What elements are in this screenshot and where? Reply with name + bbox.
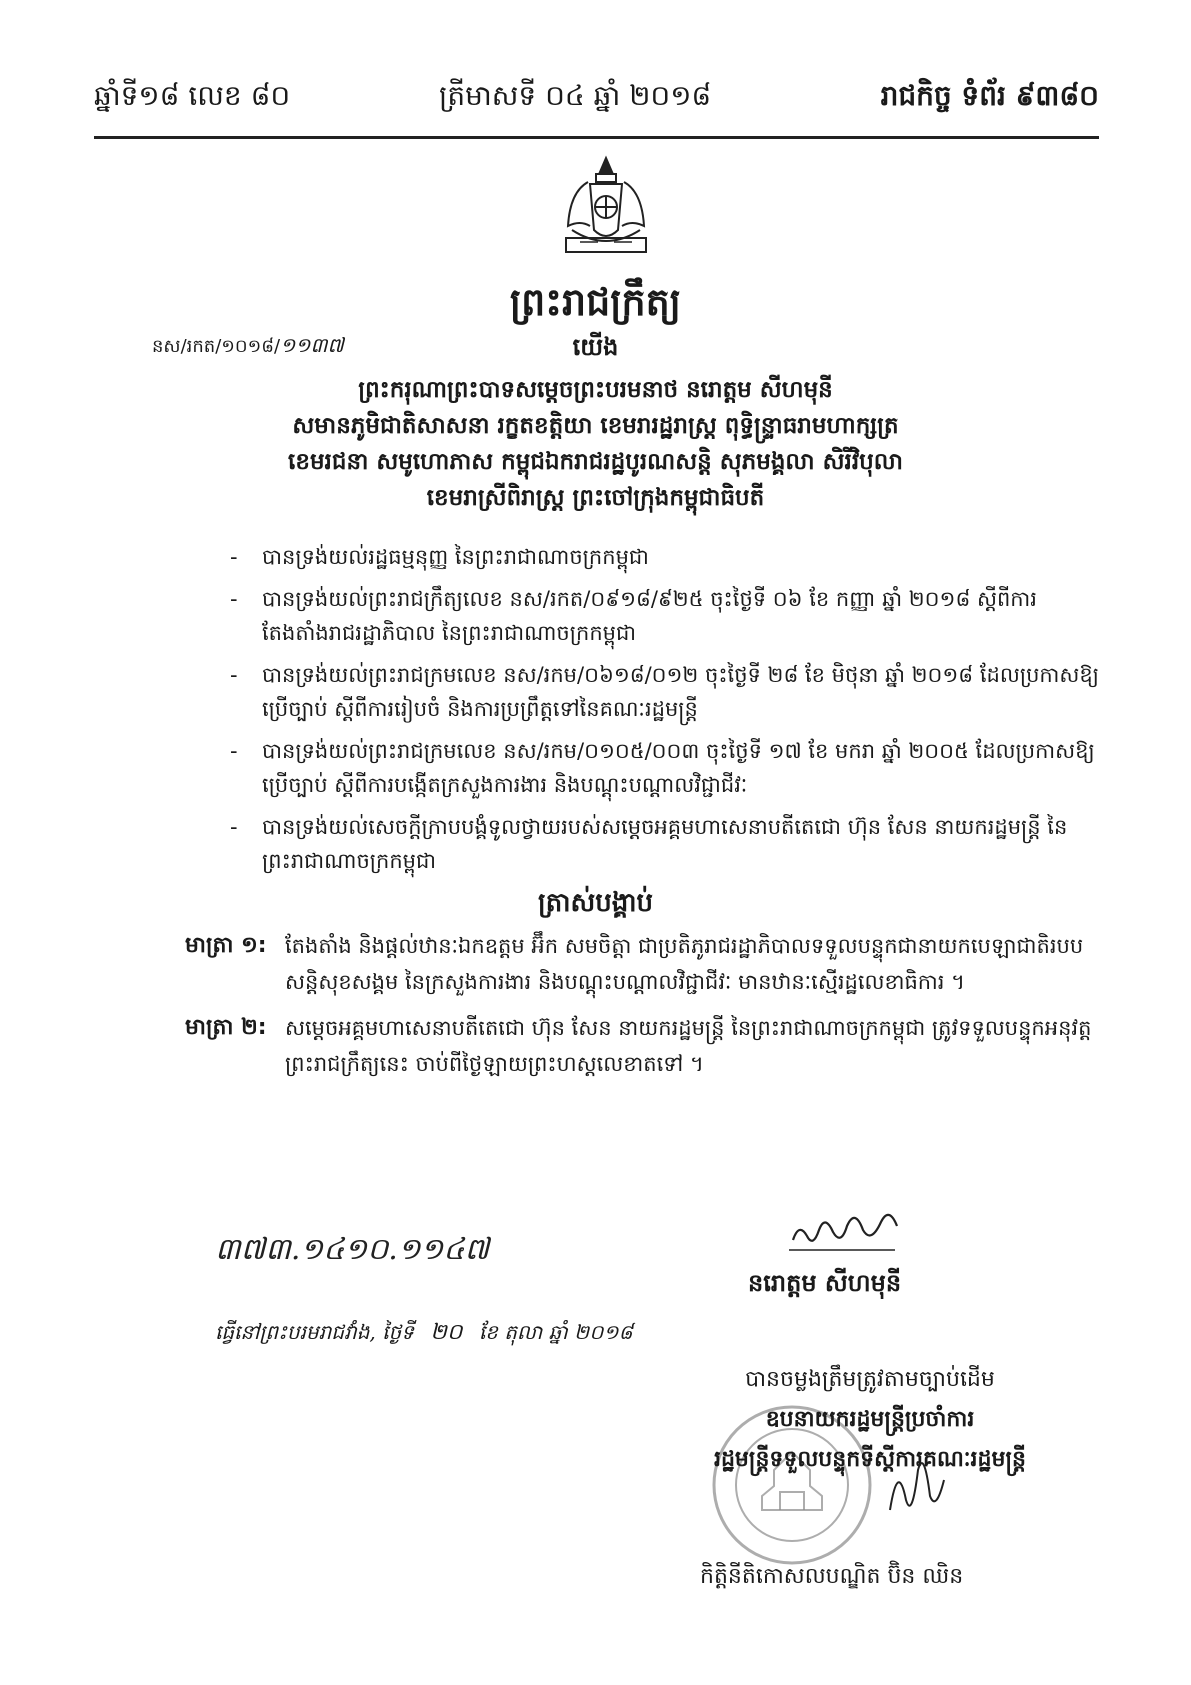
- gazette-header: [94, 78, 1099, 128]
- article-2: [185, 1010, 1100, 1082]
- certify-line: បានចម្លងត្រឹមត្រូវតាមច្បាប់ដើម: [745, 1367, 995, 1392]
- consideration-item: - បានទ្រង់យល់រដ្ឋធម្មនុញ្ញ នៃព្រះរាជាណាចក្រកម្ពុជា: [230, 545, 649, 569]
- certification-block: [640, 1360, 1100, 1480]
- official-name: កិត្តិនីតិកោសលបណ្ឌិត ប៊ិន ឈិន: [700, 1564, 964, 1589]
- consideration-text: បានទ្រង់យល់ព្រះរាជក្រមលេខ នស/រកម/០១០៥/០០៣ ចុះថ្ងៃទី ១៧ ខែ មករា ឆ្នាំ ២០០៥ ដែលប្រកាសឱ្យប្រើច្បាប់ ស្តីពីការបង្កើតក្រសួងការងារ និងបណ្តុះបណ្តាលវិជ្ជាជីវៈ: [262, 739, 1095, 797]
- decree-number-handwritten: ១១៣៧: [280, 333, 344, 357]
- handwritten-reference: ៣៧៣.១៤១០.១១៤៧: [215, 1232, 490, 1267]
- considerations-list: [230, 540, 1100, 886]
- place-date-prefix: ធ្វើនៅព្រះបរមរាជវាំង, ថ្ងៃទី: [215, 1320, 414, 1344]
- king-signature-icon: [785, 1196, 905, 1256]
- gazette-date: ត្រីមាសទី ០៤ ឆ្នាំ ២០១៨: [439, 79, 712, 112]
- king-title-line: ព្រះករុណាព្រះបាទសម្តេចព្រះបរមនាថ នរោត្តម សីហមុនី: [358, 377, 833, 403]
- king-title-line: ខេមរាស្រីពិរាស្ត្រ ព្រះចៅក្រុងកម្ពុជាធិបតី: [426, 485, 765, 511]
- decree-number-prefix: នស/រកត/១០១៨/: [152, 336, 281, 357]
- consideration-text: បានទ្រង់យល់សេចក្តីក្រាបបង្គំទូលថ្វាយរបស់សម្តេចអគ្គមហាសេនាបតីតេជោ ហ៊ុន សែន នាយករដ្ឋមន្ត្រី នៃព្រះរាជាណាចក្រកម្ពុជា: [262, 815, 1068, 873]
- article-label: មាត្រា ១:: [185, 933, 267, 958]
- king-titles: [150, 372, 1041, 516]
- article-text: តែងតាំង និងផ្តល់ឋានៈឯកឧត្តម អ៊ឹក សមចិត្ដា ជាប្រតិភូរាជរដ្ឋាភិបាលទទួលបន្ទុកជានាយកបេឡាជាតិរបបសន្តិសុខសង្គម នៃក្រសួងការងារ និងបណ្តុះបណ្តាលវិជ្ជាជីវៈ មានឋានៈស្មើរដ្ឋលេខាធិការ ។: [285, 934, 1084, 994]
- place-date-suffix: ខែ តុលា ឆ្នាំ ២០១៨: [478, 1320, 633, 1344]
- official-signature-icon: [880, 1440, 950, 1520]
- consideration-item: - បានទ្រង់យល់សេចក្តីក្រាបបង្គំទូលថ្វាយរបស់សម្តេចអគ្គមហាសេនាបតីតេជោ ហ៊ុន សែន នាយករដ្ឋមន្ត្រី នៃព្រះរាជាណាចក្រកម្ពុជា: [230, 815, 1068, 873]
- article-text: សម្តេចអគ្គមហាសេនាបតីតេជោ ហ៊ុន សែន នាយករដ្ឋមន្ត្រី នៃព្រះរាជាណាចក្រកម្ពុជា ត្រូវទទួលបន្ទុកអនុវត្តព្រះរាជក្រឹត្យនេះ ចាប់ពីថ្ងៃឡាយព្រះហស្តលេខាតទៅ ។: [285, 1016, 1092, 1076]
- place-date-day: ២០: [430, 1320, 463, 1345]
- consideration-item: - បានទ្រង់យល់ព្រះរាជក្រមលេខ នស/រកម/០១០៥/០០៣ ចុះថ្ងៃទី ១៧ ខែ មករា ឆ្នាំ ២០០៥ ដែលប្រកាសឱ្យប្រើច្បាប់ ស្តីពីការបង្កើតក្រសួងការងារ និងបណ្តុះបណ្តាលវិជ្ជាជីវៈ: [230, 739, 1095, 797]
- royal-emblem-icon: [550, 152, 662, 264]
- articles: [185, 928, 1100, 1092]
- certify-line: ឧបនាយករដ្ឋមន្ត្រីប្រចាំការ: [765, 1407, 975, 1432]
- king-title-line: ខេមរជនា សមូហោភាស កម្ពុជឯករាជរដ្ឋបូរណសន្តិ សុភមង្គលា សិរីវិបុលា: [288, 449, 903, 475]
- consideration-text: បានទ្រង់យល់រដ្ឋធម្មនុញ្ញ នៃព្រះរាជាណាចក្រកម្ពុជា: [262, 545, 649, 569]
- header-divider: [94, 136, 1099, 139]
- consideration-text: បានទ្រង់យល់ព្រះរាជក្រមលេខ នស/រកម/០៦១៨/០១២ ចុះថ្ងៃទី ២៨ ខែ មិថុនា ឆ្នាំ ២០១៨ ដែលប្រកាសឱ្យប្រើច្បាប់ ស្តីពីការរៀបចំ និងការប្រព្រឹត្តទៅនៃគណៈរដ្ឋមន្ត្រី: [262, 663, 1100, 721]
- king-name: នរោត្តម សីហមុនី: [748, 1269, 902, 1297]
- consideration-item: - បានទ្រង់យល់ព្រះរាជក្រឹត្យលេខ នស/រកត/០៩១៨/៩២៥ ចុះថ្ងៃទី ០៦ ខែ កញ្ញា ឆ្នាំ ២០១៨ ស្តីពីការតែងតាំងរាជរដ្ឋាភិបាល នៃព្រះរាជាណាចក្រកម្ពុជា: [230, 587, 1037, 645]
- king-title-line: សមានភូមិជាតិសាសនា រក្ខតខត្តិយា ខេមរារដ្ឋរាស្ត្រ ពុទ្ធិន្ទ្រាធរាមហាក្សត្រ: [292, 413, 899, 439]
- consideration-text: បានទ្រង់យល់ព្រះរាជក្រឹត្យលេខ នស/រកត/០៩១៨/៩២៥ ចុះថ្ងៃទី ០៦ ខែ កញ្ញា ឆ្នាំ ២០១៨ ស្តីពីការតែងតាំងរាជរដ្ឋាភិបាល នៃព្រះរាជាណាចក្រកម្ពុជា: [262, 587, 1037, 645]
- certify-line: រដ្ឋមន្ត្រីទទួលបន្ទុកទីស្តីការគណៈរដ្ឋមន្ត្រី: [713, 1447, 1026, 1472]
- document-title: ព្រះរាជក្រឹត្យ: [509, 280, 682, 324]
- article-label: មាត្រា ២:: [185, 1015, 267, 1040]
- article-1: [185, 928, 1100, 1000]
- decides-heading: ត្រាស់បង្គាប់: [537, 888, 654, 918]
- we-heading: យើង: [572, 333, 619, 361]
- gazette-page: រាជកិច្ច ទំព័រ ៩៣៨០: [880, 79, 1099, 112]
- place-date: [215, 1318, 633, 1350]
- gazette-year-issue: ឆ្នាំទី១៨ លេខ ៨០: [94, 79, 291, 112]
- consideration-item: - បានទ្រង់យល់ព្រះរាជក្រមលេខ នស/រកម/០៦១៨/០១២ ចុះថ្ងៃទី ២៨ ខែ មិថុនា ឆ្នាំ ២០១៨ ដែលប្រកាសឱ្យប្រើច្បាប់ ស្តីពីការរៀបចំ និងការប្រព្រឹត្តទៅនៃគណៈរដ្ឋមន្ត្រី: [230, 663, 1100, 721]
